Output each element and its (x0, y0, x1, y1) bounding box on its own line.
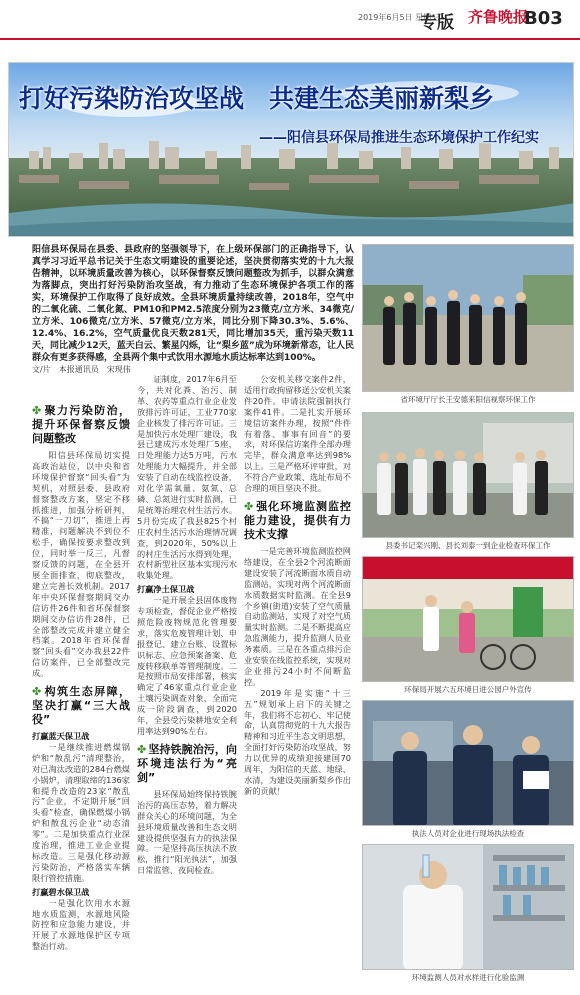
hero-banner (8, 62, 574, 237)
article-paragraph: 阳信县环保局切实提高政治站位，以中央和省环境保护督察“回头看”为契机，对照县委、县政府督察整改方案，坚定不移抓推进，加强分析研判，不搞“一刀切”，推进上再精准，问题解决不到位不松手，确保按要求整改到位，同时举一反三，凡督察反馈的问题，在全县开展全面排查，彻底整改，建立完善长效机制。2017年中央环保督察期间交办信访件26件和省环保督察期间交办信访件28件，已全部整改完成并建立健全档案。2018年省环保督察“回头看”交办我县22件信访案件，已全部整改完成。 (32, 450, 130, 679)
page-number: B03 (524, 8, 563, 29)
photo-caption: 环保局开展六五环境日进公园户外宣传 (404, 685, 532, 694)
article-column-2 (137, 374, 237, 978)
photo-outdoor-publicity (362, 556, 574, 682)
article-paragraph: 一是继续推进燃煤锅炉和“散乱污”清理整治，对已淘汰改造的284台燃煤小锅炉，清理取缔的136家和提升改造的23家“散乱污”企业，不定期开展“回头看”检查，确保燃煤小锅炉和散乱污企业“动态清零”。二是加快重点行业深度治理，推进工业企业提标改造。三是强化移动源污染防治，严格落实车辆限行管控措施。 (32, 741, 130, 883)
clover-icon: ✤ (137, 742, 147, 756)
section-heading: ✤ 聚力污染防治，提升环保督察反馈问题整改 (32, 404, 130, 445)
photo-caption: 县委书记栾兴刚、县长刘泰一到企业检查环保工作 (385, 541, 551, 550)
photo-caption: 省环境厅厅长王安德来阳信视察环保工作 (400, 395, 536, 404)
article-paragraph: 公安机关移交案件2件，适用行政拘留移送公安机关案件20件。申请法院强制执行案件41件。二是扎实开展环境信访案件办理，按照“件件有着落、事事有回音”的要求，对环保信访案件全部办理完毕，群众满意率达到98%以上。三是严格环评审批，对不符合产业政策、选址布局不合理的项目坚决不批。 (244, 374, 351, 494)
section-heading: ✤ 坚持铁腕治污，向环境违法行为“亮剑” (137, 742, 237, 784)
lead-paragraph: 阳信县环保局在县委、县政府的坚强领导下，在上级环保部门的正确指导下，认真学习习近平总书记关于生态文明建设的重要论述，坚决贯彻落实党的十九大报告精神，以环境质量改善为核心，以环保督察反馈问题整改为抓手，以群众满意为落脚点，突出打好污染防治攻坚战，有力推动了生态环境保护各项工作的落实，环境保护工作取得了良好成效。全县环境质量持续改善，2018年，空气中的二氧化硫、二氧化氮、PM10和PM2.5浓度分别为23微克/立方米、34微克/立方米、106微克/立方米、57微克/立方米，同比分别下降30.3%、5.6%、12.4%、16.2%，空气质量优良天数281天，同比增加35天，重污染天数11天，同比减少12天，蓝天白云、繁星闪烁，让“梨乡蓝”成为环境新常态，让人民群众有更多获得感，全县两个集中式饮用水源地水质达标率达到100%。 (32, 245, 354, 363)
sub-heading: 打赢蓝天保卫战 (32, 731, 90, 742)
article-paragraph: 一是强化饮用水水源地水质监测，水源地风险防控和应急能力建设，并开展了水源地保护区专项整治行动。 (32, 897, 130, 952)
article-paragraph: 一是开展全县固体废物专项检查，督促企业严格按照危险废物规范化管理要求，落实危废管理计划、申报登记、建立台账、设置标识标志、应急预案备案、危废转移联单等管理制度。二是按照市局安排部署，核实确定了46家重点行业企业土壤污染调查对象，全面完成一阶段调查，到2020年，全县受污染耕地安全利用率达到90%左右。 (137, 595, 237, 736)
section-heading: ✤ 强化环境监测监控能力建设，提供有力技术支撑 (244, 499, 351, 541)
article-column-1 (32, 398, 130, 978)
article-column-3 (244, 374, 351, 978)
photo-site-enforcement (362, 700, 574, 826)
article-paragraph: 证制度，2017年6月至今，共对化粪、治污、制革、农药等重点行业企业发放排污许可证，工业770家企业核发了排污许可证。三是加快污水处理厂建设，我县已建成污水处理厂5座，日处理能力达5万吨，污水处理能力大幅提升，并全部安装了自动在线监控设备，对化学需氧量、氨氮、总磷、总氮进行实时监测，已是统筹治理农村生活污水。5月份完成了我县825个村庄农村生活污水治理情况调查，到2020年，50%以上的村庄生活污水得到处理，农村新型社区基本实现污水收集处理。 (137, 374, 237, 581)
photo-caption: 环境监测人员对水样进行化验监测 (411, 973, 525, 982)
header-rule (0, 38, 580, 40)
article-paragraph: 一是完善环境监测监控网络建设，在全县2个河流断面建设安装了河流断面水质自动监测站，实现对两个河流断面水质数据实时监测。在全县9个乡镇(街道)安装了空气质量自动监测站，实现了对空气质量实时监测。二是不断提高应急监测能力，提升监测人员业务素质。三是在各重点排污企业安装在线监控系统，实现对企业排污24小时不间断监控。 (244, 545, 351, 687)
section-heading: ✤ 构筑生态屏障，坚决打赢“三大战役” (32, 685, 130, 727)
hero-subtitle: ——阳信县环保局推进生态环境保护工作纪实 (259, 130, 539, 146)
issue-date: 2019年6月5日 星期三 (358, 13, 440, 22)
clover-icon: ✤ (244, 499, 254, 513)
page-header (0, 0, 580, 40)
sub-heading: 打赢碧水保卫战 (32, 886, 90, 897)
sub-heading: 打赢净土保卫战 (137, 584, 195, 595)
clover-icon: ✤ (32, 685, 42, 699)
article-paragraph: 2019年是实施“十三五”规划承上启下的关键之年，我们将不忘初心、牢记使命，认真贯彻党的十九大报告精神和习近平生态文明思想，全面打好污染防治攻坚战，努力以优异的成绩迎接建国70周年，为阳信的天蓝、地绿、水清，为建设美丽新梨乡作出新的贡献！ (244, 687, 351, 796)
photo-inspection (362, 244, 574, 392)
hero-title: 打好污染防治攻坚战 共建生态美丽新梨乡 (19, 84, 495, 113)
section-name: 专版 (420, 13, 454, 33)
byline: 文/片 本报通讯员 宋现伟 (32, 365, 131, 374)
photo-caption: 执法人员对企业进行现场执法检查 (411, 829, 525, 838)
photo-enterprise-check (362, 412, 574, 538)
photo-water-testing (362, 844, 574, 970)
clover-icon: ✤ (32, 404, 42, 417)
newspaper-logo: 齐鲁晚报 (468, 8, 529, 26)
article-paragraph: 县环保局始终保持铁腕治污的高压态势，着力解决群众关心的环境问题，为全县环境质量改善和生态文明建设提供坚强有力的执法保障。一是坚持高压执法不放松，推行“阳光执法”，加强日常监管、夜间检查。 (137, 788, 237, 876)
